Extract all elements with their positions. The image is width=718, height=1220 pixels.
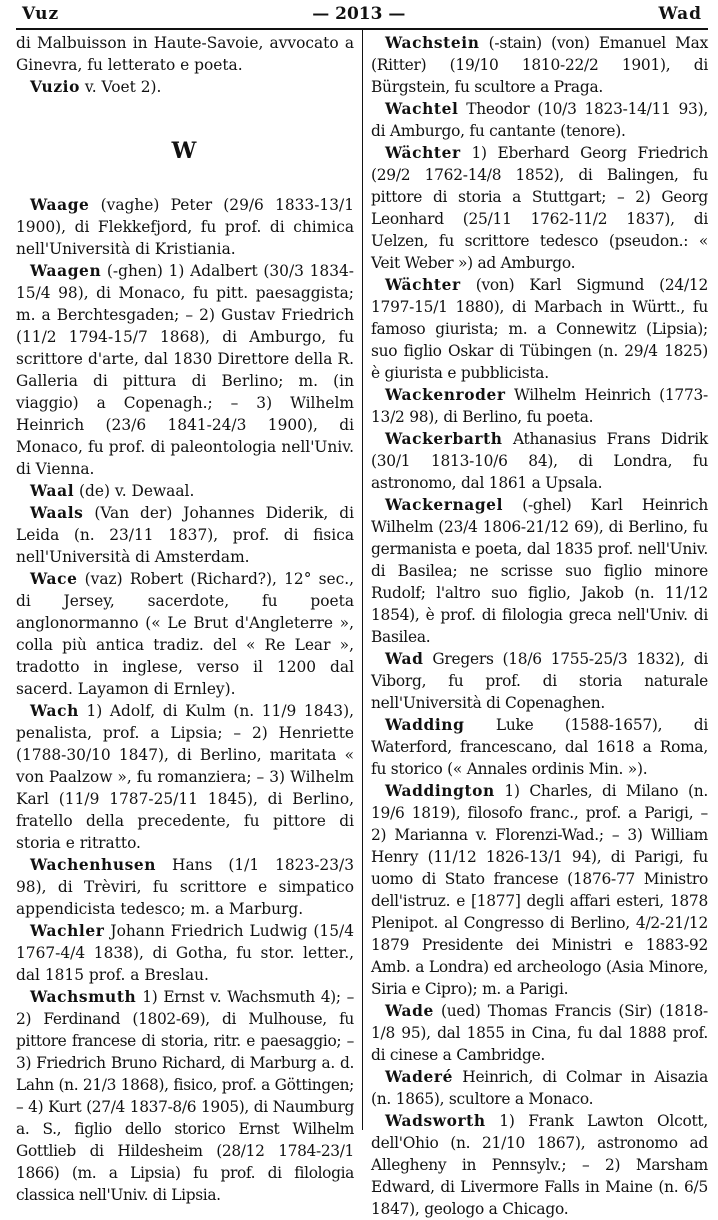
entry xyxy=(16,480,354,502)
entry-headword: Wachler xyxy=(30,922,105,940)
left-running-head: Vuz xyxy=(22,4,60,24)
page-number: — 2013 — xyxy=(312,4,406,24)
entry xyxy=(371,648,708,714)
entry-text: v. Voet 2). xyxy=(80,78,162,96)
entry-text: (vaz) Robert (Richard?), 12° sec., di Jersey, sacerdote, fu poeta anglonormanno (« Le Brut d'Angleterre », colla più antica tradiz. del « Re Lear », tradotto in inglese, verso il 1200 dal sacerd. Layamon di Ernley). xyxy=(16,570,354,698)
entry xyxy=(371,428,708,494)
right-column xyxy=(362,30,708,1218)
entry-text: Gregers (18/6 1755-25/3 1832), di Viborg, fu prof. di storia naturale nell'Università di Copenaghen. xyxy=(371,650,708,712)
entry xyxy=(371,274,708,384)
entry-headword: Waal xyxy=(30,482,75,500)
entry xyxy=(16,568,354,700)
entry-text: (de) v. Dewaal. xyxy=(74,482,195,500)
entry xyxy=(371,1110,708,1220)
entry-headword: Waals xyxy=(30,504,84,522)
entry xyxy=(371,494,708,648)
entry xyxy=(371,98,708,142)
entry-headword: Waderé xyxy=(385,1068,453,1086)
entry-text: Heinrich, di Colmar in Aisazia (n. 1865), scultore a Monaco. xyxy=(371,1068,708,1108)
entry-headword: Wadding xyxy=(385,716,465,734)
entry-headword: Wachtel xyxy=(385,100,459,118)
entry-text: Johann Friedrich Ludwig (15/4 1767-4/4 1838), di Gotha, fu stor. letter., dal 1815 prof. a Breslau. xyxy=(16,922,354,984)
entry-text: 1) Adolf, di Kulm (n. 11/9 1843), penalista, prof. a Lipsia; – 2) Henriette (1788-30/10 1847), di Berlino, maritata « von Paalzow », fu romanziera; – 3) Wilhelm Karl (11/9 1787-25/11 1845), di Berlino, fratello della precedente, fu pittore di storia e ritratto. xyxy=(16,702,354,852)
entry-text: Athanasius Frans Didrik (30/1 1813-10/6 84), di Londra, fu astronomo, dal 1861 a Upsala. xyxy=(371,430,708,492)
page-header xyxy=(16,0,708,30)
entry-headword: Wach xyxy=(30,702,79,720)
entry-headword: Waage xyxy=(30,196,90,214)
entry-text: Luke (1588-1657), di Waterford, francescano, dal 1618 a Roma, fu storico (« Annales ordinis Min. »). xyxy=(371,716,708,778)
entry-continuation: di Malbuisson in Haute-Savoie, avvocato a Ginevra, fu letterato e poeta. xyxy=(16,34,354,74)
entry xyxy=(16,920,354,986)
entry-text: (-stain) (von) Emanuel Max (Ritter) (19/10 1810-22/2 1901), di Bürgstein, fu scultore a Praga. xyxy=(371,34,708,96)
entry-text: Theodor (10/3 1823-14/11 93), di Amburgo, fu cantante (tenore). xyxy=(371,100,708,140)
entry-headword: Wachsmuth xyxy=(30,988,137,1006)
entry xyxy=(16,76,354,98)
entry-headword: Wachstein xyxy=(385,34,480,52)
left-column xyxy=(16,30,362,1204)
entry-headword: Wächter xyxy=(385,276,461,294)
entry xyxy=(16,260,354,480)
entry xyxy=(371,714,708,780)
text-columns xyxy=(16,30,708,1218)
entry-headword: Wachenhusen xyxy=(30,856,157,874)
entry xyxy=(16,700,354,854)
entry xyxy=(371,384,708,428)
entry-text: (-ghel) Karl Heinrich Wilhelm (23/4 1806-21/12 69), di Berlino, fu germanista e poeta, dal 1835 prof. nell'Univ. di Basilea; ne scrisse suo figlio minore Rudolf; l'altro suo figlio, Jakob (n. 11/12 1854), è prof. di filologia greca nell'Univ. di Basilea. xyxy=(371,496,708,646)
entry-text: Hans (1/1 1823-23/3 98), di Trèviri, fu scrittore e simpatico appendicista tedesco; m. a Marburg. xyxy=(16,856,354,918)
entry-text: 1) Eberhard Georg Friedrich (29/2 1762-14/8 1852), di Balingen, fu pittore di storia a Stuttgart; – 2) Georg Leonhard (25/11 1762-11/2 1837), di Uelzen, fu scrittore tedesco (pseudon.: « Veit Weber ») ad Amburgo. xyxy=(371,144,708,272)
entry-text: (Van der) Johannes Diderik, di Leida (n. 23/11 1837), prof. di fisica nell'Università di Amsterdam. xyxy=(16,504,354,566)
entry-headword: Wackenroder xyxy=(385,386,506,404)
entry-text: 1) Charles, di Milano (n. 19/6 1819), filosofo franc., prof. a Parigi, – 2) Marianna v. Florenzi-Wad.; – 3) William Henry (11/12 1826-13/1 94), di Parigi, fu uomo di Stato francese (1876-77 Ministro dell'istruz. e [1877] degli affari esteri, 1878 Plenipot. al Congresso di Berlino, 4/2-21/12 1879 Presidente dei Ministri e 1883-92 Amb. a Londra) ed archeologo (Asia Minore, Siria e Cipro); m. a Parigi. xyxy=(371,782,708,998)
entry-text: Wilhelm Heinrich (1773-13/2 98), di Berlino, fu poeta. xyxy=(371,386,708,426)
section-letter: W xyxy=(171,138,199,164)
entry-headword: Wächter xyxy=(385,144,461,162)
entry xyxy=(371,1000,708,1066)
entry-text: 1) Ernst v. Wachsmuth 4); – 2) Ferdinand (1802-69), di Mulhouse, fu pittore francese di storia, ritr. e paesaggio; – 3) Friedrich Bruno Richard, di Marburg a. d. Lahn (n. 21/3 1868), fisico, prof. a Göttingen; – 4) Kurt (27/4 1837-8/6 1905), di Naumburg a. S., figlio dello storico Ernst Wilhelm Gottlieb di Hildesheim (28/12 1784-23/1 1866) (m. a Lipsia) fu prof. di filologia classica nell'Univ. di Lipsia. xyxy=(16,988,354,1204)
entry xyxy=(371,142,708,274)
entry xyxy=(16,502,354,568)
entry-text: 1) Frank Lawton Olcott, dell'Ohio (n. 21/10 1867), astronomo ad Allegheny in Pennsylv.; – 2) Marsham Edward, di Livermore Falls in Maine (n. 6/5 1847), geologo a Chicago. xyxy=(371,1112,708,1218)
entry-headword: Waagen xyxy=(30,262,102,280)
entry-headword: Waddington xyxy=(385,782,495,800)
entry-headword: Wackerbarth xyxy=(385,430,503,448)
entry xyxy=(16,986,354,1206)
entry-headword: Wadsworth xyxy=(385,1112,486,1130)
entry-text: (ued) Thomas Francis (Sir) (1818-1/8 95), dal 1855 in Cina, fu dal 1888 prof. di cinese a Cambridge. xyxy=(371,1002,708,1064)
entry-headword: Wace xyxy=(30,570,78,588)
entry xyxy=(371,1066,708,1110)
entry xyxy=(371,32,708,98)
entry-headword: Wackernagel xyxy=(385,496,504,514)
right-running-head: Wad xyxy=(658,4,702,24)
entry-text: (vaghe) Peter (29/6 1833-13/1 1900), di Flekkefjord, fu prof. di chimica nell'Università di Kristiania. xyxy=(16,196,354,258)
entry-headword: Wade xyxy=(385,1002,434,1020)
entry-text: (-ghen) 1) Adalbert (30/3 1834-15/4 98), di Monaco, fu pitt. paesaggista; m. a Berchtesgaden; – 2) Gustav Friedrich (11/2 1794-15/7 1868), di Amburgo, fu scrittore d'arte, dal 1830 Direttore della R. Galleria di pittura di Berlino; m. (in viaggio) a Copenagh.; – 3) Wilhelm Heinrich (23/6 1841-24/3 1900), di Monaco, fu prof. di paleontologia nell'Univ. di Vienna. xyxy=(16,262,354,478)
entry-text: (von) Karl Sigmund (24/12 1797-15/1 1880), di Marbach in Württ., fu famoso giurista; m. a Connewitz (Lipsia); suo figlio Oskar di Tübingen (n. 29/4 1825) è giurista e pubblicista. xyxy=(371,276,708,382)
entry xyxy=(16,854,354,920)
entry-headword: Vuzio xyxy=(30,78,80,96)
entry-headword: Wad xyxy=(385,650,424,668)
entry xyxy=(371,780,708,1000)
entry xyxy=(16,194,354,260)
